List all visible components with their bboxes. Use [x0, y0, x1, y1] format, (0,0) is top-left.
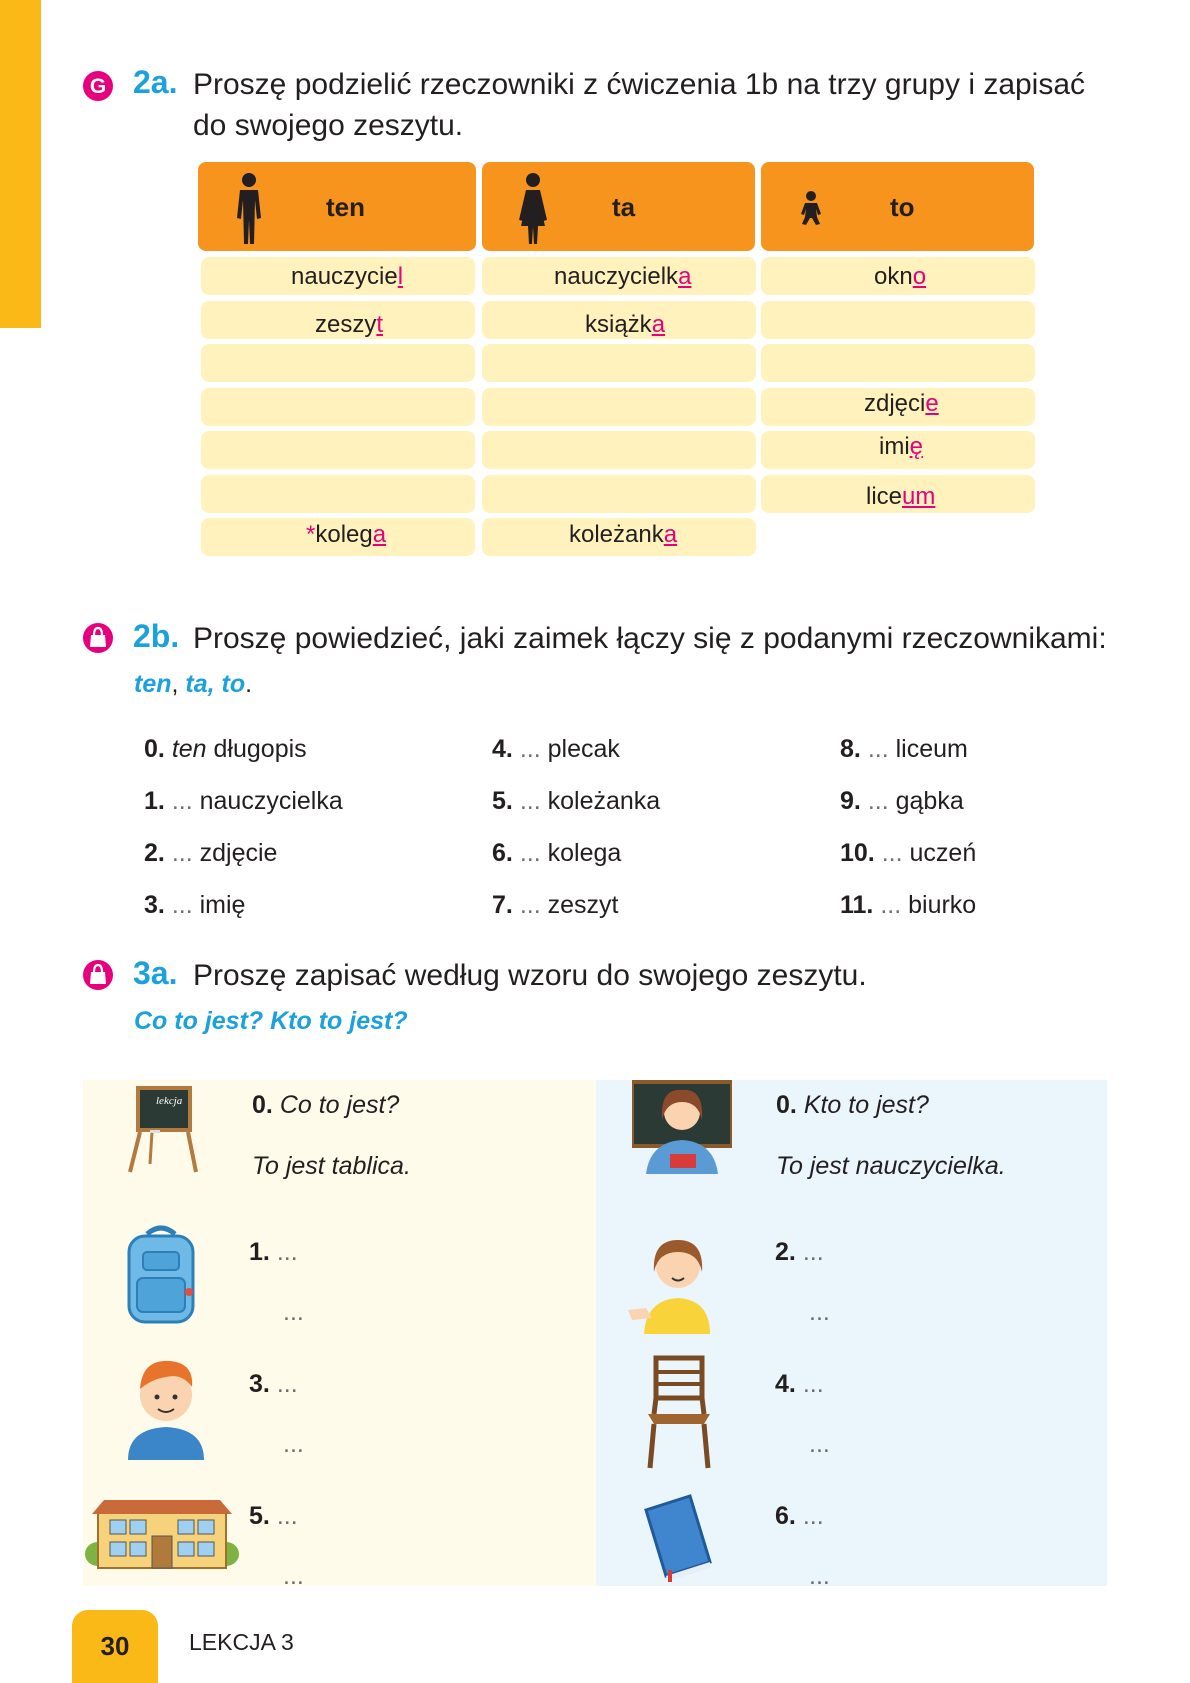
girl-icon — [624, 1228, 716, 1334]
board-word: lekcja — [156, 1095, 183, 1107]
noun-imie: imię — [879, 433, 924, 460]
list-item: 9. ... gąbka — [840, 787, 964, 815]
table-cell — [482, 431, 756, 469]
item-2: 2. ... — [775, 1238, 824, 1266]
noun-liceum: liceum — [866, 483, 936, 510]
list-item: 2. ... zdjęcie — [144, 839, 278, 867]
list-item: 11. ... biurko — [840, 891, 977, 919]
exercise-3a-subtitle: Co to jest? Kto to jest? — [134, 1007, 408, 1035]
table-cell — [761, 344, 1035, 382]
teacher-icon — [632, 1080, 732, 1174]
answer-blank: ... — [809, 1298, 830, 1326]
pronoun-list: ten, ta, to. — [134, 670, 253, 698]
grammar-g-icon — [82, 70, 114, 102]
answer-blank: ... — [283, 1562, 304, 1590]
list-item: 5. ... koleżanka — [492, 787, 661, 815]
item-1: 1. ... — [249, 1238, 298, 1266]
answer-blank: ... — [283, 1430, 304, 1458]
exercise-number-3a: 3a. — [133, 955, 178, 991]
header-to — [761, 162, 1034, 251]
page-number: 30 — [100, 1631, 130, 1661]
answer-blank: ... — [283, 1298, 304, 1326]
table-cell — [482, 388, 756, 426]
list-item: 4. ... plecak — [492, 735, 620, 763]
table-cell — [201, 475, 475, 513]
noun-ksiazka: książka — [585, 311, 666, 338]
woman-figure-icon — [516, 172, 550, 248]
table-cell — [201, 344, 475, 382]
list-item: 7. ... zeszyt — [492, 891, 619, 919]
list-item: 10. ... uczeń — [840, 839, 977, 867]
backpack-icon — [117, 1222, 205, 1327]
item-5: 5. ... — [249, 1502, 298, 1530]
exercise-number-2a: 2a. — [133, 64, 178, 100]
answer-blank: ... — [809, 1562, 830, 1590]
table-cell — [482, 344, 756, 382]
noun-zeszyt: zeszyt — [315, 311, 384, 338]
list-item: 3. ... imię — [144, 891, 246, 919]
noun-kolezanka: koleżanka — [569, 521, 678, 548]
header-label-ten: ten — [326, 192, 365, 222]
table-cell — [761, 301, 1035, 339]
list-item: 0. ten długopis — [144, 735, 307, 763]
exercise-2b-instruction: Proszę powiedzieć, jaki zaimek łączy się z podanymi rzeczownikami: — [193, 622, 1107, 655]
boy-icon — [122, 1351, 210, 1460]
example-0-right-answer: To jest nauczycielka. — [776, 1152, 1006, 1180]
header-ta — [482, 162, 755, 251]
table-cell — [201, 388, 475, 426]
noun-okno: okno — [874, 263, 927, 290]
school-building-icon — [84, 1496, 240, 1570]
answer-blank: ... — [809, 1430, 830, 1458]
svg-text:G: G — [89, 75, 107, 98]
noun-nauczycielka: nauczycielka — [554, 263, 692, 290]
table-cell — [482, 475, 756, 513]
man-figure-icon — [232, 172, 266, 248]
lesson-label: LEKCJA 3 — [189, 1629, 294, 1655]
item-6: 6. ... — [775, 1502, 824, 1530]
item-4: 4. ... — [775, 1370, 824, 1398]
exercise-2a-instruction: Proszę podzielić rzeczowniki z ćwiczenia 1b na trzy grupy i zapisać do swojego zeszytu. — [193, 68, 1086, 142]
header-label-to: to — [890, 192, 915, 222]
example-0-left-question: 0. Co to jest? — [252, 1091, 400, 1119]
side-accent-bar — [0, 0, 41, 328]
example-0-left-answer: To jest tablica. — [252, 1152, 411, 1180]
header-ten — [198, 162, 476, 251]
noun-zdjecie: zdjęcie — [864, 390, 939, 417]
header-label-ta: ta — [612, 192, 636, 222]
child-figure-icon — [799, 190, 823, 226]
example-0-right-question: 0. Kto to jest? — [776, 1091, 929, 1119]
chair-icon — [644, 1354, 714, 1470]
item-3: 3. ... — [249, 1370, 298, 1398]
list-item: 6. ... kolega — [492, 839, 622, 867]
blackboard-icon — [126, 1082, 202, 1174]
table-cell — [201, 431, 475, 469]
noun-nauczyciel: nauczyciel — [291, 263, 404, 290]
list-item: 1. ... nauczycielka — [144, 787, 343, 815]
exercise-3a-instruction: Proszę zapisać według wzoru do swojego zeszytu. — [193, 959, 867, 992]
speaking-bag-icon — [82, 959, 114, 991]
exercise-number-2b: 2b. — [133, 618, 180, 654]
notebook-icon — [640, 1492, 714, 1582]
list-item: 8. ... liceum — [840, 735, 968, 763]
speaking-bag-icon — [82, 622, 114, 654]
page-number-tab — [72, 1610, 158, 1683]
noun-kolega: *kolega — [306, 521, 387, 548]
